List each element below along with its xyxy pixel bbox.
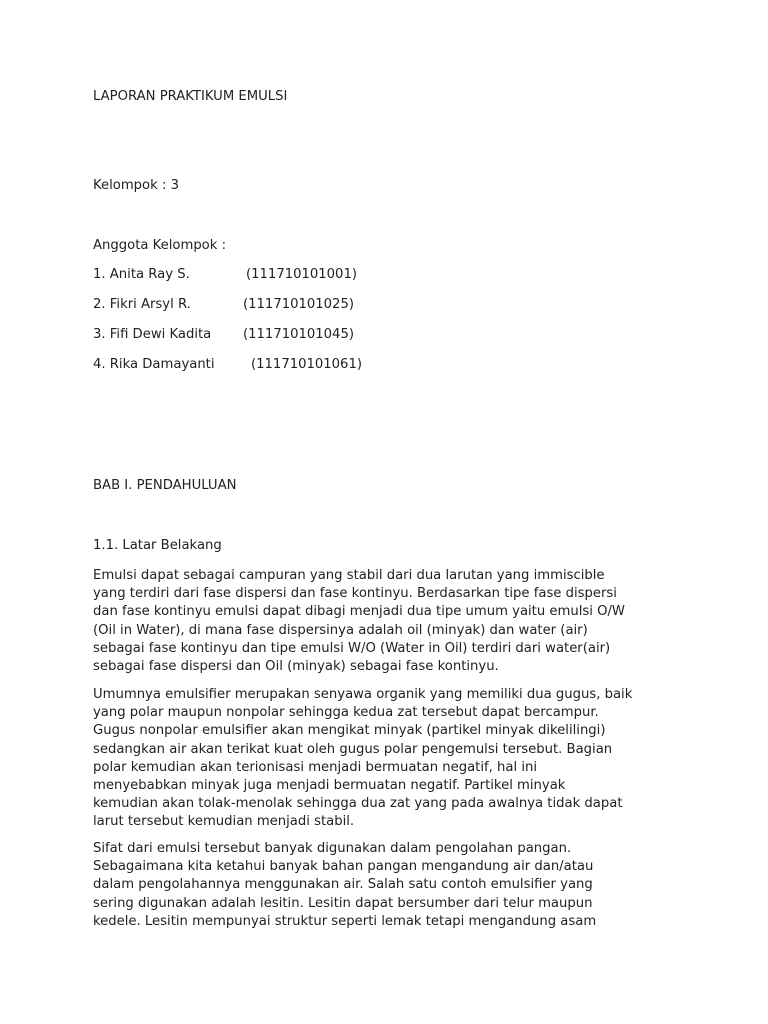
members-heading: Anggota Kelompok : xyxy=(93,238,227,253)
chapter-heading: BAB I. PENDAHULUAN xyxy=(93,478,237,493)
member-name: 4. Rika Damayanti xyxy=(93,357,215,372)
body-paragraph xyxy=(93,567,683,676)
member-id: (111710101025) xyxy=(243,297,354,312)
paragraph-line: Emulsi dapat sebagai campuran yang stabil dari dua larutan yang immiscible xyxy=(93,568,605,583)
paragraph-line: sebagai fase kontinyu dan tipe emulsi W/O (Water in Oil) terdiri dari water(air) xyxy=(93,640,611,656)
paragraph-line: Sifat dari emulsi tersebut banyak digunakan dalam pengolahan pangan. xyxy=(93,841,572,856)
section-heading: 1.1. Latar Belakang xyxy=(93,538,222,553)
member-id: (111710101061) xyxy=(251,357,362,372)
paragraph-line: Sebagaimana kita ketahui banyak bahan pangan mengandung air dan/atau xyxy=(93,859,594,875)
paragraph-line: sedangkan air akan terikat kuat oleh gugus polar pengemulsi tersebut. Bagian xyxy=(93,741,613,757)
member-id: (111710101045) xyxy=(243,327,354,342)
document-title: LAPORAN PRAKTIKUM EMULSI xyxy=(93,89,288,104)
paragraph-line: sering digunakan adalah lesitin. Lesitin dapat bersumber dari telur maupun xyxy=(93,895,593,911)
paragraph-line: yang polar maupun nonpolar sehingga kedua zat tersebut dapat bercampur. xyxy=(93,705,599,721)
paragraph-line: dan fase kontinyu emulsi dapat dibagi menjadi dua tipe umum yaitu emulsi O/W xyxy=(93,604,625,620)
paragraph-line: kemudian akan tolak-menolak sehingga dua zat yang pada awalnya tidak dapat xyxy=(93,796,623,812)
member-id: (111710101001) xyxy=(246,267,357,282)
paragraph-line: (Oil in Water), di mana fase dispersinya adalah oil (minyak) dan water (air) xyxy=(93,622,588,638)
paragraph-line: menyebabkan minyak juga menjadi bermuatan negatif. Partikel minyak xyxy=(93,778,566,794)
paragraph-line: larut tersebut kemudian menjadi stabil. xyxy=(93,814,355,830)
paragraph-line: dalam pengolahannya menggunakan air. Salah satu contoh emulsifier yang xyxy=(93,877,593,893)
paragraph-line: kedele. Lesitin mempunyai struktur seperti lemak tetapi mengandung asam xyxy=(93,913,597,929)
paragraph-line: sebagai fase dispersi dan Oil (minyak) sebagai fase kontinyu. xyxy=(93,659,499,675)
body-paragraph xyxy=(93,686,683,832)
paragraph-line: polar kemudian akan terionisasi menjadi bermuatan negatif, hal ini xyxy=(93,759,538,775)
member-name: 1. Anita Ray S. xyxy=(93,267,190,282)
body-paragraph xyxy=(93,840,683,931)
paragraph-line: yang terdiri dari fase dispersi dan fase kontinyu. Berdasarkan tipe fase dispersi xyxy=(93,586,617,602)
paragraph-line: Umumnya emulsifier merupakan senyawa organik yang memiliki dua gugus, baik xyxy=(93,687,633,702)
member-name: 2. Fikri Arsyl R. xyxy=(93,297,191,312)
paragraph-line: Gugus nonpolar emulsifier akan mengikat minyak (partikel minyak dikelilingi) xyxy=(93,723,606,739)
member-name: 3. Fifi Dewi Kadita xyxy=(93,327,212,342)
group-label: Kelompok : 3 xyxy=(93,178,179,193)
